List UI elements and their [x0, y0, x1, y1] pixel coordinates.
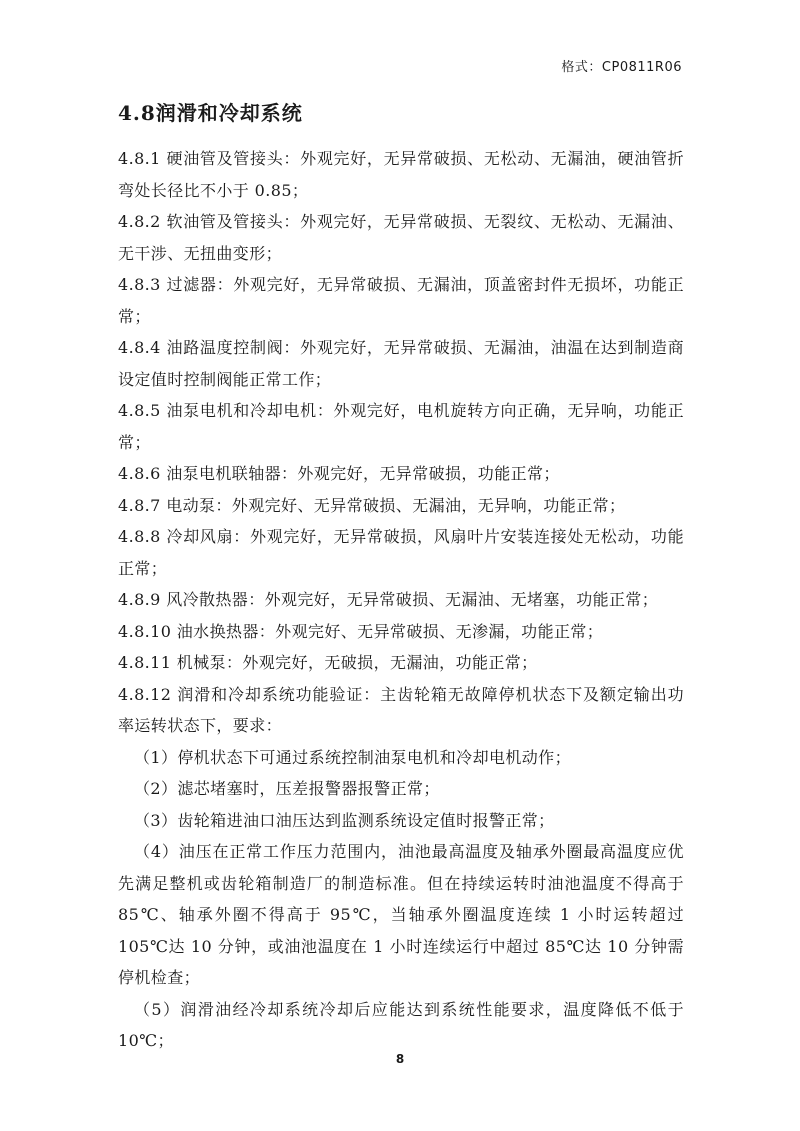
- requirement-item-3: （3）齿轮箱进油口油压达到监测系统设定值时报警正常；: [134, 810, 555, 830]
- requirement-item-4: （4）油压在正常工作压力范围内，油池最高温度及轴承外圈最高温度应优先满足整机或齿轮箱制造厂的制造标准。但在持续运转时油池温度不得高于 85℃、轴承外圈不得高于 95℃，当轴承外圈温度连续 1 小时运转超过 105℃达 10 分钟，或油池温度在 1 小时连续运行中超过 85℃达 10 分钟需停机检查；: [118, 842, 684, 987]
- clause-4-8-10: 4.8.10 油水换热器：外观完好、无异常破损、无渗漏，功能正常；: [118, 621, 604, 641]
- clause-4-8-4: 4.8.4 油路温度控制阀：外观完好，无异常破损、无漏油，油温在达到制造商设定值时控制阀能正常工作；: [118, 338, 684, 389]
- requirement-item-5: （5）润滑油经冷却系统冷却后应能达到系统性能要求，温度降低不低于 10℃；: [118, 999, 684, 1050]
- section-title: 4.8润滑和冷却系统: [118, 101, 303, 125]
- clause-4-8-7: 4.8.7 电动泵：外观完好、无异常破损、无漏油，无异响，功能正常；: [118, 495, 626, 515]
- clause-4-8-8: 4.8.8 冷却风扇：外观完好，无异常破损，风扇叶片安装连接处无松动，功能正常；: [118, 527, 684, 578]
- requirement-item-2: （2）滤芯堵塞时，压差报警器报警正常；: [134, 779, 440, 798]
- clause-4-8-5: 4.8.5 油泵电机和冷却电机：外观完好，电机旋转方向正确，无异响，功能正常；: [118, 401, 684, 452]
- clause-4-8-6: 4.8.6 油泵电机联轴器：外观完好，无异常破损，功能正常；: [118, 464, 560, 483]
- clause-4-8-12: 4.8.12 润滑和冷却系统功能验证：主齿轮箱无故障停机状态下及额定输出功率运转状态下，要求：: [118, 684, 684, 735]
- clause-4-8-3: 4.8.3 过滤器：外观完好，无异常破损、无漏油，顶盖密封件无损坏，功能正常；: [118, 275, 684, 326]
- requirement-item-1: （1）停机状态下可通过系统控制油泵电机和冷却电机动作；: [134, 747, 571, 767]
- clause-4-8-1: 4.8.1 硬油管及管接头：外观完好，无异常破损、无松动、无漏油，硬油管折弯处长径比不小于 0.85；: [118, 149, 684, 200]
- document-body: [118, 143, 684, 1057]
- clause-4-8-11: 4.8.11 机械泵：外观完好，无破损，无漏油，功能正常；: [118, 653, 538, 672]
- page-number: 8: [395, 1052, 405, 1066]
- clause-4-8-2: 4.8.2 软油管及管接头：外观完好，无异常破损、无裂纹、无松动、无漏油、无干涉、无扭曲变形；: [118, 212, 684, 263]
- clause-4-8-9: 4.8.9 风冷散热器：外观完好，无异常破损、无漏油、无堵塞，功能正常；: [118, 590, 659, 609]
- document-format-code: 格式：CP0811R06: [561, 60, 682, 75]
